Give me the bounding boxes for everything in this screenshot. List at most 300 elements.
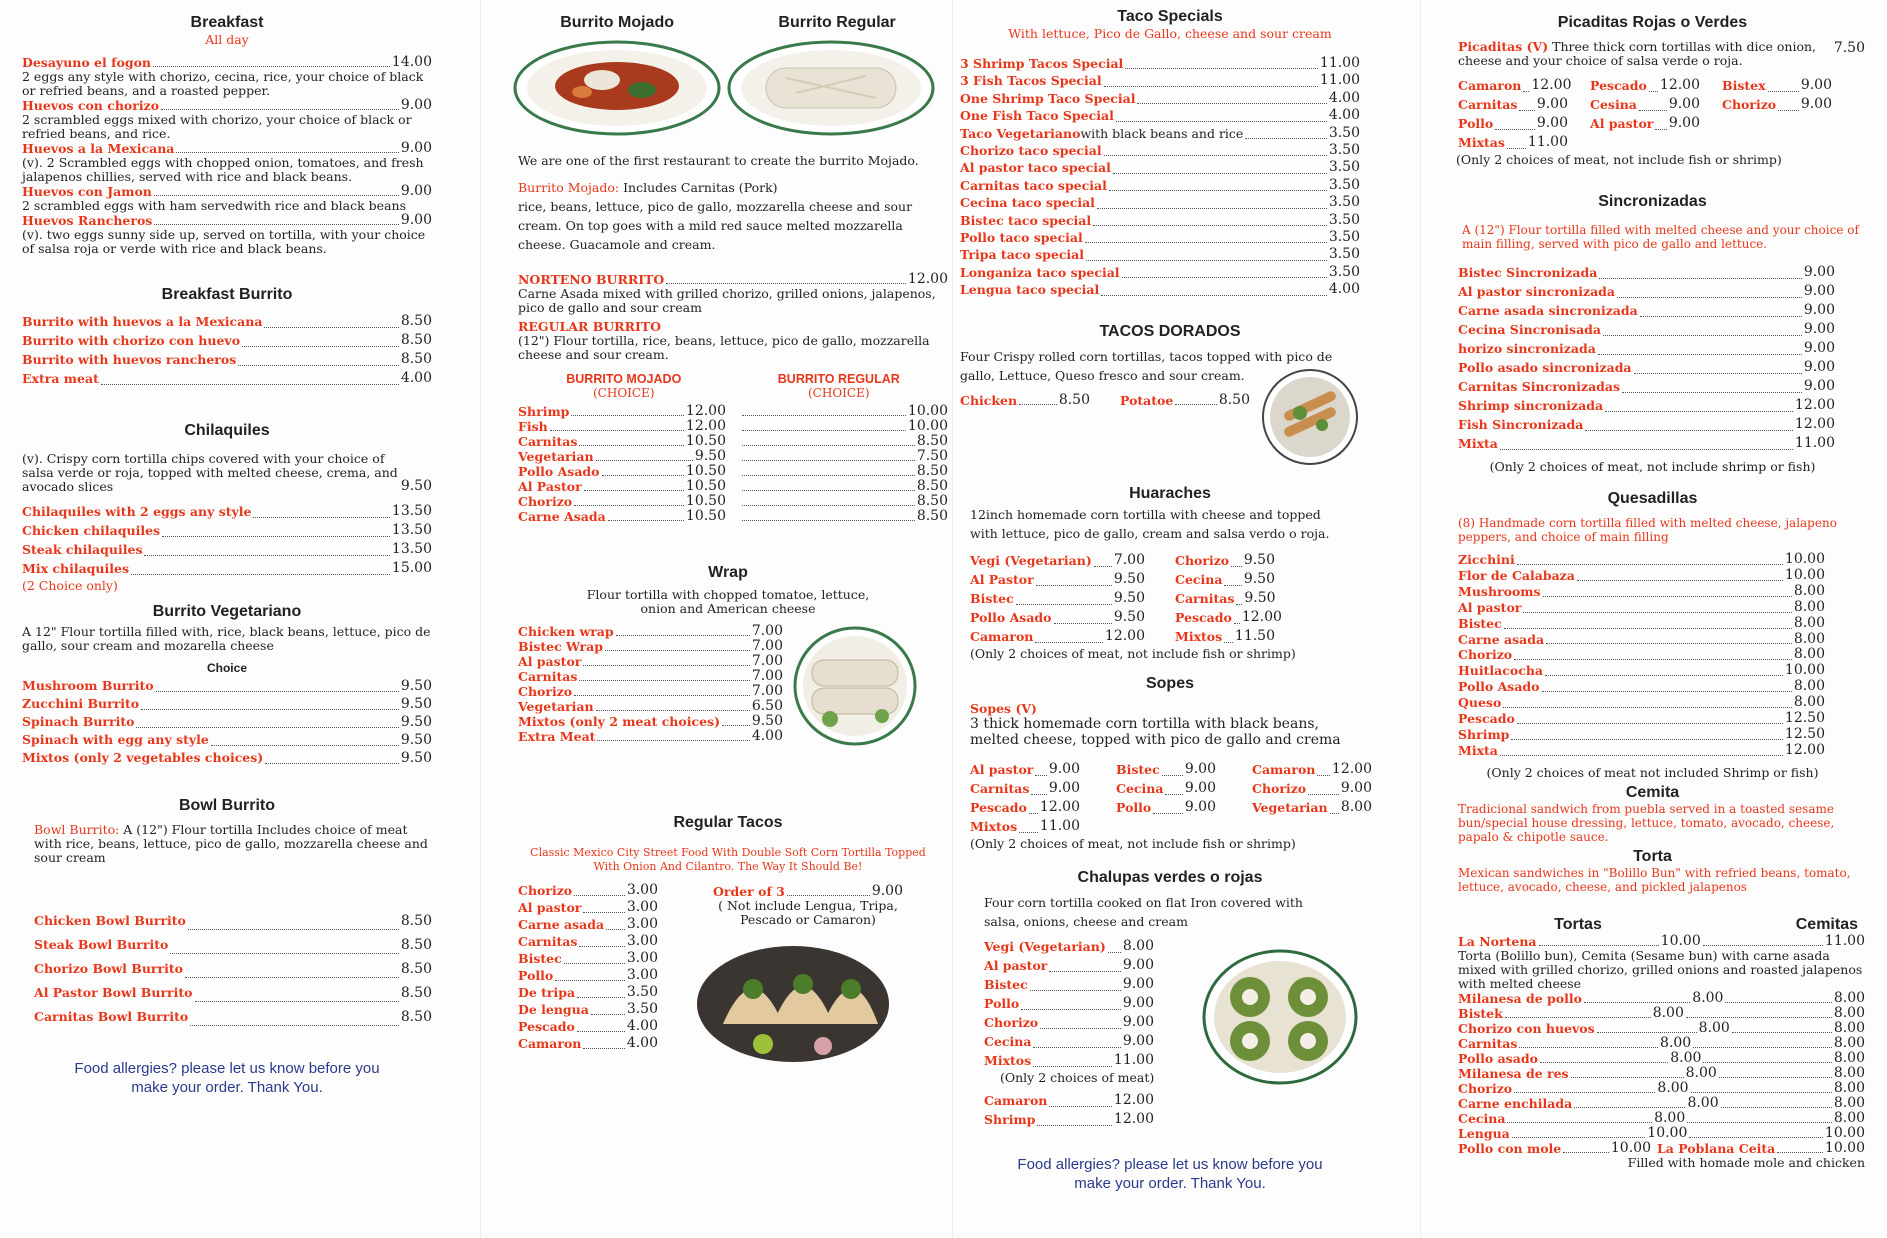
cemita-price: 8.00 (1833, 1019, 1865, 1036)
menu-item-price: 3.00 (626, 967, 658, 983)
menu-item-price: 9.00 (1048, 760, 1080, 777)
section-title: Picaditas Rojas o Verdes (1557, 14, 1748, 31)
leader-dots (1317, 775, 1330, 776)
menu-item-price: 8.00 (1793, 582, 1825, 599)
cemita-price: 8.00 (1833, 1109, 1866, 1126)
cemita-price: 10.00 (1824, 1124, 1866, 1141)
leader-dots (1605, 411, 1793, 412)
menu-item (1722, 95, 1832, 114)
leader-dots (579, 680, 749, 681)
menu-item-price: 13.50 (391, 503, 432, 519)
burrito-intro: We are one of the first restaurant to create the burrito Mojado. (518, 153, 919, 168)
menu-item-name: Mixtos (1175, 628, 1223, 644)
menu-item-price: 9.50 (400, 478, 432, 494)
menu-item-price: 9.50 (1113, 570, 1145, 587)
burrito-regular-photo (726, 38, 936, 138)
menu-item (22, 502, 432, 521)
menu-item-price: 9.00 (1122, 956, 1154, 973)
menu-item (1458, 727, 1825, 743)
norteno-burrito: NORTENO BURRITO 12.00 Carne Asada mixed with grilled chorizo, grilled onions, jalapenos, pico de gallo and sour cream REGULAR BURRITO (12") Flour tortilla, rice, beans, lettuce, pico de gallo, mozzarella cheese and sour cream. (518, 271, 948, 362)
menu-item-name: Pollo (518, 968, 554, 983)
menu-item (1458, 76, 1572, 95)
menu-item-price: 13.50 (391, 541, 432, 557)
leader-dots (574, 695, 750, 696)
leader-dots (238, 365, 399, 366)
leader-dots (597, 740, 749, 741)
menu-item-price: 3.50 (1328, 194, 1360, 211)
menu-item-price: 14.00 (391, 54, 432, 70)
menu-item (1458, 358, 1835, 377)
menu-item (1252, 779, 1372, 798)
menu-item-name: Vegi (Vegetarian) (970, 552, 1092, 568)
leader-dots (1033, 1066, 1112, 1067)
menu-item (1590, 114, 1700, 133)
burrito-mojado-price: 12.00 (685, 418, 726, 434)
leader-dots (188, 929, 399, 930)
leader-dots (1054, 623, 1112, 624)
burrito-choice-headers: BURRITO MOJADO (CHOICE) BURRITO REGULAR (CHOICE) (566, 372, 900, 400)
leader-dots (1640, 316, 1802, 317)
menu-item (518, 729, 783, 744)
section-title: Sincronizadas (1598, 193, 1707, 210)
leader-dots (1175, 404, 1216, 405)
menu-item-name: Chicken (960, 392, 1018, 408)
leader-dots (1546, 643, 1792, 644)
menu-item (518, 984, 658, 1001)
menu-item-name: Vegetarian (518, 699, 594, 714)
leader-dots (605, 650, 750, 651)
menu-item-price: 9.00 (1536, 96, 1568, 112)
menu-item (34, 909, 432, 933)
menu-item-price: 12.00 (1794, 416, 1835, 432)
menu-item (1458, 600, 1825, 616)
section-description: Four Crispy rolled corn tortillas, tacos topped with pico de gallo, Lettuce, Queso fresco and sour cream. (960, 348, 1333, 383)
menu-item-price: 9.00 (1803, 340, 1835, 356)
leader-dots (1584, 1002, 1690, 1003)
menu-item-description: 2 scrambled eggs mixed with chorizo, your choice of black or refried beans, and rice. (22, 112, 412, 141)
menu-item-name: Carnitas (518, 669, 578, 684)
leader-dots (1703, 1062, 1831, 1063)
burrito-regular-price: 8.50 (916, 478, 948, 494)
tortas-cemitas-header: Tortas Cemitas (1554, 915, 1858, 933)
leader-dots (1500, 755, 1783, 756)
leader-dots (1035, 775, 1046, 776)
menu-item-price: 12.00 (1794, 397, 1835, 413)
menu-item (1458, 339, 1835, 358)
menu-item (518, 1001, 658, 1018)
leader-dots (577, 997, 625, 998)
menu-item (960, 72, 1360, 89)
chilaquiles-list (22, 502, 432, 578)
section-note: (Only 2 choices of meat) (1000, 1069, 1155, 1085)
menu-item-price: 10.00 (1784, 566, 1825, 583)
menu-item-name: Chorizo (1722, 97, 1777, 112)
burrito-price-row (518, 509, 948, 524)
menu-item-name: Al pastor (970, 761, 1034, 777)
leader-dots (1721, 1107, 1832, 1108)
menu-item (1458, 1006, 1865, 1021)
sopes-description: Sopes (V) 3 thick homemade corn tortilla with black beans, melted cheese, topped with pico de gallo and crema (970, 700, 1341, 748)
burrito-price-row (518, 404, 948, 419)
menu-item-price: 9.00 (1184, 798, 1216, 815)
section-title: Torta (1633, 847, 1672, 865)
menu-item-name: Carnitas (1458, 97, 1518, 112)
menu-item-name: Pollo taco special (960, 230, 1083, 246)
leader-dots (742, 475, 915, 476)
menu-item (22, 540, 432, 559)
section-description: Tradicional sandwich from puebla served in a toasted sesame bun/special house dressing, lettuce, tomato, avocado, cheese, papalo & chipotle sauce. (1458, 801, 1835, 844)
section-note: (Only 2 choices of meat, not include fish or shrimp) (1456, 152, 1782, 167)
vegetarian-burrito-list (22, 677, 432, 767)
menu-item: La Nortena 10.00 11.00 (1458, 932, 1866, 949)
leader-dots (1021, 1009, 1121, 1010)
leader-dots (1504, 628, 1792, 629)
menu-item-price: 9.00 (400, 140, 432, 156)
menu-item (970, 817, 1080, 836)
menu-item-name: Carnitas taco special (960, 177, 1107, 193)
menu-item-price: 7.00 (751, 668, 783, 684)
menu-item (960, 142, 1360, 159)
menu-item-price: 3.50 (626, 1001, 658, 1017)
leader-dots (1686, 1017, 1832, 1018)
leader-dots (1505, 1017, 1651, 1018)
menu-item-price: 4.00 (626, 1035, 658, 1051)
menu-item-price: 9.00 (1340, 779, 1372, 796)
menu-item (518, 950, 658, 967)
menu-item-name: Cecina (1175, 571, 1223, 587)
menu-item-name: Milanesa de pollo (1458, 990, 1582, 1006)
leader-dots (577, 1031, 625, 1032)
menu-item-price: 4.00 (400, 370, 432, 386)
menu-item-name: Chicken chilaquiles (22, 523, 161, 538)
menu-item-price: 11.50 (1234, 627, 1275, 644)
menu-item-price: 11.00 (1039, 817, 1080, 834)
menu-item-name: Carnitas (1175, 590, 1235, 606)
menu-item-price: 12.00 (1784, 741, 1825, 758)
leader-dots (1689, 1137, 1823, 1138)
menu-item-price: 9.00 (1803, 359, 1835, 375)
menu-item (34, 981, 432, 1005)
menu-item (1175, 608, 1282, 627)
leader-dots (1093, 225, 1327, 226)
burrito-regular-price: 10.00 (907, 403, 948, 419)
menu-item (984, 1032, 1154, 1051)
leader-dots (1224, 642, 1233, 643)
menu-item-name: Al pastor (1458, 599, 1522, 615)
menu-item (1458, 1051, 1865, 1066)
menu-item (1458, 95, 1568, 114)
menu-item-price: 4.00 (1328, 281, 1360, 298)
menu-item (1458, 711, 1825, 727)
menu-item (22, 331, 432, 350)
torta-price: 8.00 (1657, 1079, 1689, 1096)
menu-item-price: 15.00 (391, 560, 432, 576)
menu-item (970, 760, 1080, 779)
menu-item (970, 608, 1145, 627)
menu-item (960, 264, 1360, 281)
menu-item-name: Vegetarian (1252, 799, 1328, 815)
menu-item-name: Mixta (1458, 742, 1498, 758)
menu-item-price: 4.00 (626, 1018, 658, 1034)
picaditas-description: Picaditas (V) Three thick corn tortillas with dice onion, cheese and your choice of salsa verde o roja. 7.50 (1458, 39, 1865, 68)
menu-item-price: 3.50 (1328, 246, 1360, 263)
leader-dots (1617, 297, 1802, 298)
menu-item-price: 12.00 (1113, 1091, 1154, 1108)
burrito-mojado-price: 10.50 (685, 433, 726, 449)
menu-item (984, 1013, 1154, 1032)
menu-item (970, 779, 1080, 798)
menu-item-price: 3.00 (626, 899, 658, 915)
menu-item (970, 551, 1145, 570)
menu-item (960, 107, 1360, 124)
menu-item-price: 3.50 (1328, 124, 1360, 141)
menu-item-price: 3.50 (1328, 176, 1360, 193)
leader-dots (1519, 1047, 1658, 1048)
menu-item-price: 7.00 (751, 653, 783, 669)
leader-dots (1236, 604, 1242, 605)
menu-item-name: Cecina (984, 1033, 1032, 1049)
leader-dots (1585, 430, 1793, 431)
menu-item-price: 9.50 (1243, 551, 1275, 568)
section-description: Four corn tortilla cooked on flat Iron covered with salsa, onions, cheese and cream (984, 894, 1303, 929)
menu-item (22, 312, 432, 331)
menu-item-name: Carne asada (1458, 631, 1545, 647)
menu-item-price: 8.50 (400, 937, 432, 953)
leader-dots (176, 152, 398, 153)
menu-item (518, 899, 658, 916)
menu-item-name: De tripa (518, 985, 576, 1000)
menu-item-price: 9.00 (1184, 779, 1216, 796)
cemita-price: 8.00 (1833, 1079, 1865, 1096)
menu-item-name: Mixtos (970, 818, 1018, 834)
burrito-price-row (518, 434, 948, 449)
leader-dots (574, 895, 625, 896)
menu-item-name: Extra Meat (518, 729, 596, 744)
leader-dots (722, 725, 750, 726)
leader-dots (1165, 794, 1182, 795)
menu-item-price: 13.50 (391, 522, 432, 538)
menu-item-name: Zucchini Burrito (22, 696, 140, 711)
leader-dots (602, 475, 684, 476)
menu-item (960, 90, 1360, 107)
menu-item: Pollo con mole 10.00 La Poblana Ceita 10.00 (1458, 1139, 1866, 1156)
cemita-price: 8.00 (1833, 989, 1866, 1006)
menu-item (518, 967, 658, 984)
leader-dots (1503, 707, 1792, 708)
leader-dots (1511, 739, 1782, 740)
section-description: 12inch homemade corn tortilla with cheese and topped with lettuce, pico de gallo, cream and salsa verdo o roja. (970, 506, 1330, 541)
menu-item (1116, 798, 1216, 817)
menu-item-name: Chilaquiles with 2 eggs any style (22, 504, 252, 519)
menu-item (984, 994, 1154, 1013)
leader-dots (1125, 68, 1318, 69)
menu-item-name: Chorizo (1252, 780, 1307, 796)
menu-item (984, 937, 1154, 956)
leader-dots (583, 1048, 624, 1049)
burrito-price-row (518, 479, 948, 494)
menu-item-price: 6.50 (751, 698, 783, 714)
menu-item (1458, 114, 1568, 133)
menu-item (1458, 320, 1835, 339)
menu-item-price: 8.00 (1340, 798, 1372, 815)
torta-price: 8.00 (1685, 1064, 1717, 1081)
leader-dots (1035, 642, 1103, 643)
menu-item (1458, 1021, 1865, 1036)
menu-item (1458, 679, 1825, 695)
leader-dots (579, 946, 624, 947)
leader-dots (161, 109, 399, 110)
menu-item (1458, 1111, 1865, 1126)
menu-item-name: Carnitas (970, 780, 1030, 796)
chalupas-seafood-list (960, 1091, 1154, 1129)
leader-dots (1543, 596, 1792, 597)
leader-dots (1778, 110, 1799, 111)
leader-dots (1153, 813, 1183, 814)
menu-item-name: Carnitas (518, 434, 578, 449)
menu-item-name: Al Pastor Bowl Burrito (34, 985, 193, 1000)
menu-item-price: 4.00 (751, 728, 783, 744)
menu-item (518, 916, 658, 933)
section-title: Breakfast (190, 14, 264, 31)
leader-dots (1137, 103, 1326, 104)
menu-item (1252, 798, 1372, 817)
leader-dots (1162, 775, 1183, 776)
menu-item-name: Carnitas (1458, 1035, 1518, 1051)
menu-item-name: Burrito with huevos rancheros (22, 352, 237, 367)
sopes-list (960, 760, 1380, 836)
menu-item (22, 731, 432, 749)
burrito-price-table (508, 404, 948, 524)
menu-item-name: Huitlacocha (1458, 663, 1544, 679)
menu-item-price: 12.00 (1659, 77, 1700, 93)
menu-item (518, 624, 783, 639)
menu-item-name: Pescado (970, 799, 1027, 815)
leader-dots (596, 710, 750, 711)
leader-dots (1019, 404, 1057, 405)
menu-item-name: Chorizo (1458, 1080, 1513, 1096)
menu-column-1 (22, 0, 432, 1238)
leader-dots (141, 709, 399, 710)
section-title: Sopes (1145, 674, 1194, 692)
menu-item (960, 55, 1360, 72)
leader-dots (1500, 449, 1793, 450)
menu-item-name: Shrimp (1458, 726, 1510, 742)
menu-item-name: Cesina (1590, 97, 1637, 112)
menu-item (1458, 377, 1835, 396)
menu-item-name: Camaron (1252, 761, 1316, 777)
burrito-regular-price: 8.50 (916, 433, 948, 449)
menu-item-name: Bistex (1722, 78, 1766, 93)
section-title: Cemita (1625, 783, 1680, 801)
leader-dots (1523, 612, 1791, 613)
menu-item-price: 8.00 (1122, 937, 1154, 954)
section-title: Burrito Regular (778, 14, 896, 31)
menu-item-price: 11.00 (1527, 134, 1568, 150)
menu-item-name: Al pastor (518, 654, 582, 669)
regular-tacos-list (508, 882, 658, 1052)
menu-item-price: 8.00 (1793, 694, 1825, 711)
menu-item-price: 8.50 (400, 913, 432, 929)
menu-item-name: Spinach with egg any style (22, 732, 209, 747)
leader-dots (606, 929, 625, 930)
menu-item (984, 975, 1154, 994)
menu-item-name: Mixtos (only 2 vegetables choices) (22, 750, 264, 765)
menu-item-price: 9.50 (400, 732, 432, 748)
section-description: Mexican sandwiches in "Bolillo Bun" with refried beans, tomato, lettuce, avocado, cheese, and pickled jalapenos (1458, 865, 1851, 894)
menu-item-price: 3.50 (1328, 211, 1360, 228)
leader-dots (742, 490, 915, 491)
burrito-mojado-price: 9.50 (694, 448, 726, 464)
leader-dots (195, 1001, 399, 1002)
menu-item-price: 9.00 (1536, 115, 1568, 131)
menu-item-name: Shrimp (518, 404, 570, 419)
section-description: Classic Mexico City Street Food With Double Soft Corn Tortilla Topped With Onion And Cilantro. The Way It Should Be! (530, 846, 926, 873)
grid-spacer (1722, 114, 1832, 133)
menu-item-name: Cecina (1116, 780, 1164, 796)
menu-item (518, 654, 783, 669)
torta-price: 10.00 (1647, 1124, 1688, 1141)
menu-item-name: Desayuno el fogon (22, 55, 151, 70)
leader-dots (1577, 580, 1783, 581)
leader-dots (591, 1014, 625, 1015)
menu-item (1458, 415, 1835, 434)
menu-item-price: 7.50 (1833, 40, 1865, 56)
menu-item-name: Camaron (518, 1036, 582, 1051)
leader-dots (1687, 1122, 1832, 1123)
leader-dots (1049, 971, 1120, 972)
menu-item (960, 246, 1360, 263)
leader-dots (1122, 277, 1327, 278)
menu-item (1458, 282, 1835, 301)
leader-dots (190, 1025, 399, 1026)
leader-dots (1108, 952, 1121, 953)
menu-item-name: Bistec (984, 976, 1028, 992)
menu-item (1175, 627, 1275, 646)
leader-dots (1085, 242, 1327, 243)
burrito-regular-price: 8.50 (916, 508, 948, 524)
menu-item-name: Mushroom Burrito (22, 678, 154, 693)
leader-dots (1031, 794, 1046, 795)
menu-item-name: Pollo (1458, 116, 1494, 131)
section-title: Regular Tacos (673, 814, 783, 831)
menu-item-price: 9.50 (1244, 589, 1276, 606)
menu-item-name: horizo sincronizada (1458, 341, 1596, 356)
menu-item-name: Chorizo (1458, 647, 1513, 663)
menu-item (1175, 551, 1275, 570)
burrito-photos (508, 32, 948, 142)
menu-item (960, 125, 1360, 142)
leader-dots (742, 520, 915, 521)
leader-dots (170, 953, 399, 954)
menu-item-name: Carne asada sincronizada (1458, 303, 1638, 318)
menu-item-price: 9.00 (1800, 77, 1832, 93)
menu-item-name: 3 Fish Tacos Special (960, 73, 1102, 89)
menu-item-price: 3.00 (626, 882, 658, 898)
menu-item-name: Steak chilaquiles (22, 542, 143, 557)
menu-item-name: One Shrimp Taco Special (960, 90, 1136, 106)
menu-item-name: Extra meat (22, 371, 99, 386)
section-note: (Only 2 choices of meat, not include fish or shrimp) (970, 645, 1296, 661)
menu-item-price: 8.00 (1793, 598, 1825, 615)
menu-item-name: Pollo (1116, 799, 1152, 815)
menu-item-price: 8.00 (1793, 630, 1825, 647)
menu-item (518, 933, 658, 950)
leader-dots (156, 691, 399, 692)
allergy-note: Food allergies? please let us know before you make your order. Thank You. (74, 1060, 380, 1096)
menu-item-price: 9.50 (400, 714, 432, 730)
menu-item-name: Cecina (1458, 1110, 1506, 1126)
huaraches-list (960, 551, 1380, 646)
